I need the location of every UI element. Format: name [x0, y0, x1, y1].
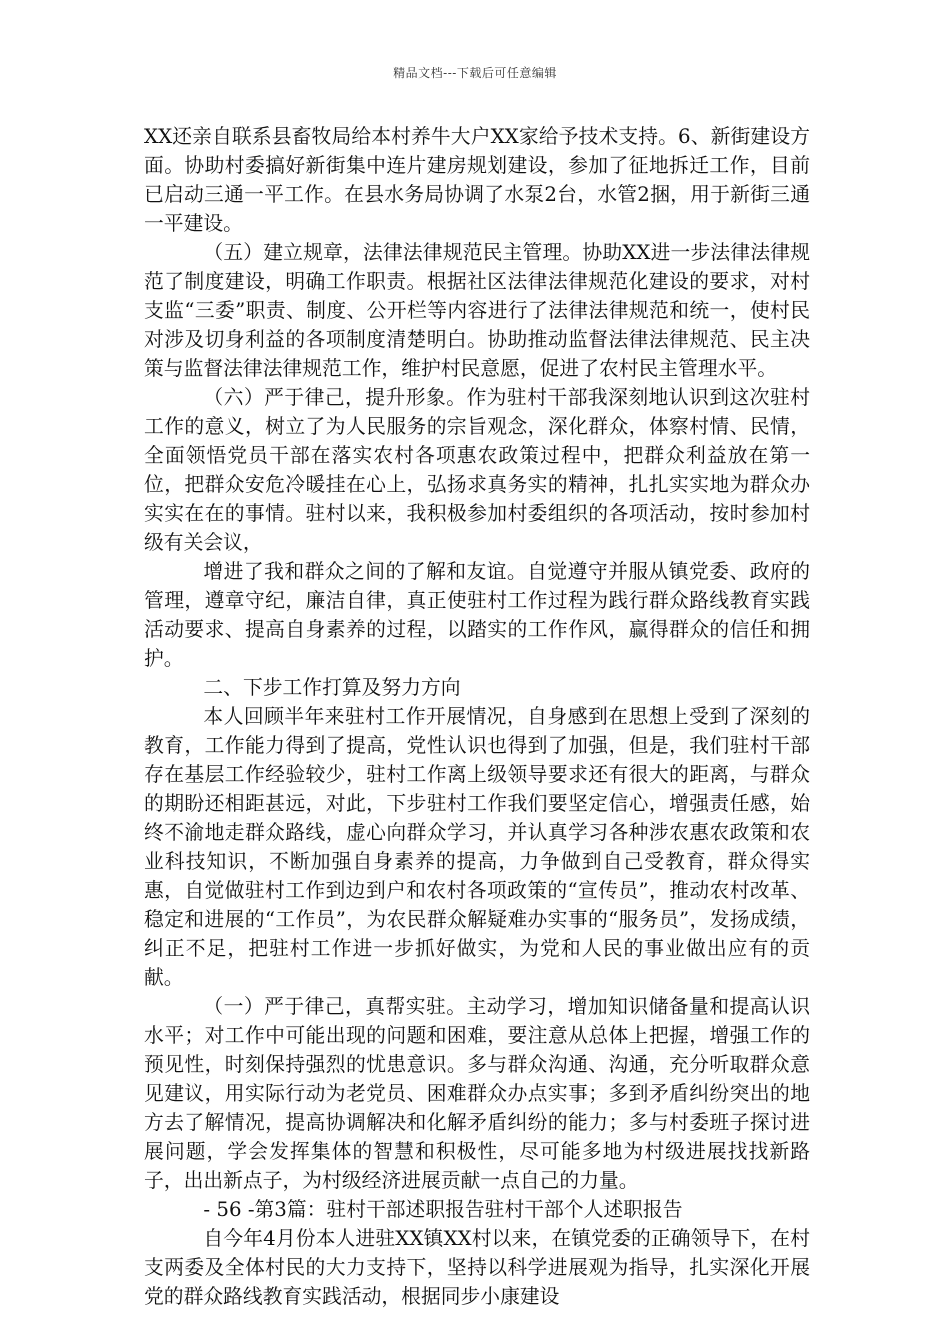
paragraph-2: （五）建立规章，法律法律规范民主管理。协助XX进一步法律法律规范了制度建设，明确工作职责。根据社区法律法律规范化建设的要求，对村支监“三委”职责、制度、公开栏等内容进行了法律法律规范和统一，使村民对涉及切身利益的各项制度清楚明白。协助推动监督法律法律规范、民主决策与监督法律法律规范工作，维护村民意愿，促进了农村民主管理水平。 — [144, 241, 810, 380]
paragraph-4: 增进了我和群众之间的了解和友谊。自觉遵守并服从镇党委、政府的管理，遵章守纪，廉洁自律，真正使驻村工作过程为践行群众路线教育实践活动要求、提高自身素养的过程，以踏实的工作作风，赢得群众的信任和拥护。 — [144, 560, 810, 670]
chapter-title: - 56 -第3篇：驻村干部述职报告驻村干部个人述职报告 — [203, 1198, 683, 1221]
page-header: 精品文档---下载后可任意编辑 — [393, 66, 557, 80]
paragraph-1: XX还亲自联系县畜牧局给本村养牛大户XX家给予技术支持。6、新街建设方面。协助村委搞好新街集中连片建房规划建设，参加了征地拆迁工作，目前已启动三通一平工作。在县水务局协调了水泵2台，水管2捆，用于新街三通一平建设。 — [144, 125, 810, 235]
paragraph-7: 自今年4月份本人进驻XX镇XX村以来，在镇党委的正确领导下，在村支两委及全体村民的大力支持下，坚持以科学进展观为指导，扎实深化开展党的群众路线教育实践活动，根据同步小康建设 — [144, 1227, 810, 1308]
paragraph-6: （一）严于律己，真帮实驻。主动学习，增加知识储备量和提高认识水平；对工作中可能出现的问题和困难，要注意从总体上把握，增强工作的预见性，时刻保持强烈的忧患意识。多与群众沟通、沟通，充分听取群众意见建议，用实际行动为老党员、困难群众办点实事；多到矛盾纠纷突出的地方去了解情况，提高协调解决和化解矛盾纠纷的能力；多与村委班子探讨进展问题，学会发挥集体的智慧和积极性，尽可能多地为村级进展找找新路子，出出新点子，为村级经济进展贡献一点自己的力量。 — [144, 995, 810, 1192]
paragraph-5: 本人回顾半年来驻村工作开展情况，自身感到在思想上受到了深刻的教育，工作能力得到了提高，党性认识也得到了加强，但是，我们驻村干部存在基层工作经验较少，驻村工作离上级领导要求还有很大的距离，与群众的期盼还相距甚远，对此，下步驻村工作我们要坚定信心，增强责任感，始终不渝地走群众路线，虚心向群众学习，并认真学习各种涉农惠农政策和农业科技知识，不断加强自身素养的提高，力争做到自己受教育，群众得实惠，自觉做驻村工作到边到户和农村各项政策的“宣传员”，推动农村改革、稳定和进展的“工作员”，为农民群众解疑难办实事的“服务员”，发扬成绩，纠正不足，把驻村工作进一步抓好做实，为党和人民的事业做出应有的贡献。 — [144, 705, 810, 989]
section-heading: 二、下步工作打算及努力方向 — [203, 676, 461, 699]
paragraph-3: （六）严于律己，提升形象。作为驻村干部我深刻地认识到这次驻村工作的意义，树立了为人民服务的宗旨观念，深化群众，体察村情、民情，全面领悟党员干部在落实农村各项惠农政策过程中，把群众利益放在第一位，把群众安危冷暖挂在心上，弘扬求真务实的精神，扎扎实实地为群众办实实在在的事情。驻村以来，我积极参加村委组织的各项活动，按时参加村级有关会议， — [144, 386, 810, 554]
document-body — [144, 122, 810, 1311]
